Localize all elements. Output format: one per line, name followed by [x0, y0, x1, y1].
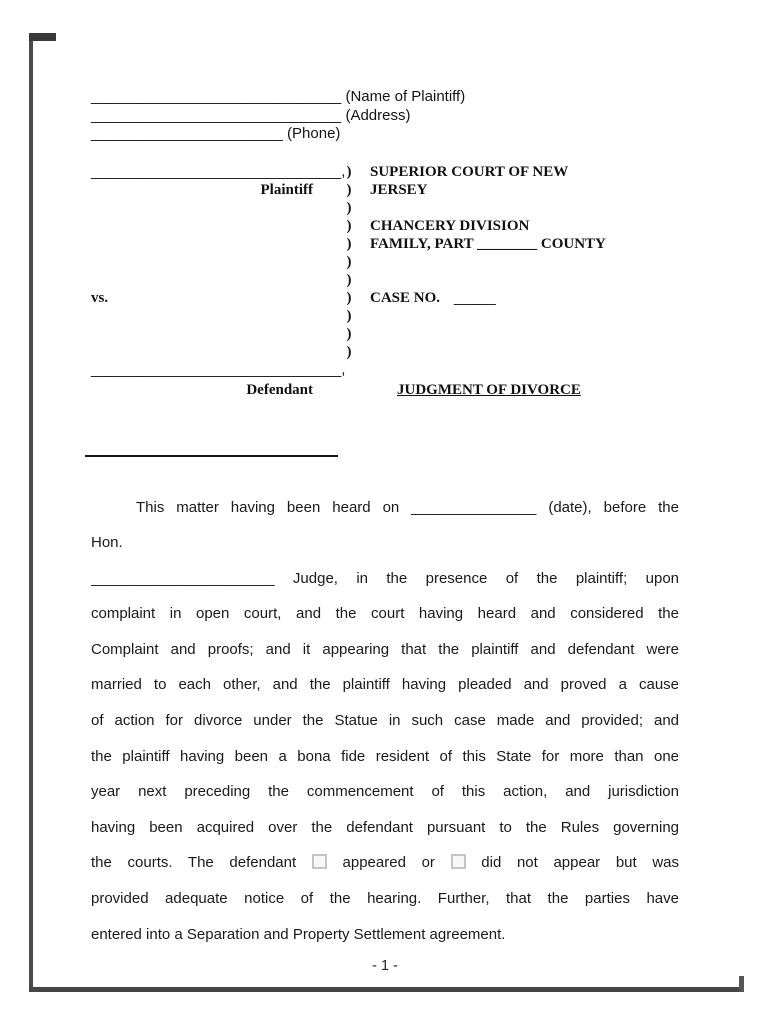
- caption-row: [91, 199, 679, 217]
- address-label: (Address): [345, 106, 411, 124]
- phone-blank: _______________________: [91, 125, 283, 142]
- body-line: provided adequate notice of the hearing. Further, that the parties have: [91, 890, 679, 908]
- body-line: Hon.: [91, 534, 123, 552]
- body-line: complaint in open court, and the court having heard and considered the: [91, 605, 679, 623]
- caption-row: [91, 253, 679, 271]
- page-edge-left: [29, 33, 33, 990]
- caption-paren: ): [346, 289, 352, 306]
- caption-row: [91, 343, 679, 361]
- body-paragraph: [91, 490, 679, 953]
- body-line: ______________________ Judge, in the presence of the plaintiff; upon: [91, 569, 679, 587]
- caption-paren: ): [346, 307, 352, 324]
- body-line-checkboxes: [91, 845, 679, 881]
- caption-row: [91, 271, 679, 289]
- case-no-blank: _____: [454, 288, 496, 306]
- caption-paren: ): [346, 253, 352, 270]
- caption-paren: ): [346, 217, 352, 234]
- body-line: having been acquired over the defendant pursuant to the Rules governing: [91, 818, 679, 836]
- checkbox-line-between: appeared or: [342, 854, 435, 872]
- caption-row: [91, 235, 679, 253]
- phone-label: (Phone): [287, 125, 341, 142]
- defendant-blank-row: [91, 361, 679, 379]
- defendant-label: Defendant: [246, 381, 313, 398]
- page-edge-top-tick: [29, 33, 56, 41]
- plaintiff-name-row: [91, 88, 770, 107]
- body-line: entered into a Separation and Property Settlement agreement.: [91, 925, 506, 943]
- page-edge-right-tick: [739, 976, 744, 992]
- court-caption: [91, 163, 679, 401]
- caption-row: [91, 325, 679, 343]
- caption-paren: ): [346, 325, 352, 342]
- did-not-appear-checkbox[interactable]: [451, 854, 466, 869]
- caption-paren: ): [346, 199, 352, 216]
- body-line: the plaintiff having been a bona fide resident of this State for more than one: [91, 747, 679, 765]
- body-line: This matter having been heard on _______________ (date), before the: [136, 498, 679, 516]
- page-number: - 1 -: [372, 958, 398, 974]
- court-name-line2: JERSEY: [370, 181, 428, 198]
- body-line: of action for divorce under the Statue in such case made and provided; and: [91, 712, 679, 730]
- caption-row: [91, 163, 679, 181]
- vs-label: vs.: [91, 289, 109, 306]
- caption-paren: ): [346, 271, 352, 288]
- caption-paren: ): [346, 181, 352, 198]
- checkbox-line-after: did not appear but was: [481, 854, 679, 872]
- header-fields: [91, 88, 770, 144]
- caption-row: [91, 181, 679, 199]
- division-label: CHANCERY DIVISION: [370, 217, 530, 234]
- appeared-checkbox[interactable]: [312, 854, 327, 869]
- court-name-line1: SUPERIOR COURT OF NEW: [370, 163, 569, 180]
- body-line: married to each other, and the plaintiff having pleaded and proved a cause: [91, 676, 679, 694]
- defendant-blank: ______________________________,: [91, 360, 346, 378]
- caption-paren: ): [346, 343, 352, 360]
- caption-row: [91, 307, 679, 325]
- judgment-title: JUDGMENT OF DIVORCE: [397, 381, 581, 398]
- body-line: Complaint and proofs; and it appearing that the plaintiff and defendant were: [91, 640, 679, 658]
- plaintiff-label: Plaintiff: [260, 181, 313, 198]
- case-no-label: CASE NO.: [370, 289, 441, 306]
- page-edge-bottom: [29, 987, 744, 992]
- caption-paren: ): [346, 235, 352, 252]
- caption-row: [91, 217, 679, 235]
- caption-row: [91, 289, 679, 307]
- plaintiff-name-label: (Name of Plaintiff): [345, 88, 466, 105]
- plaintiff-blank: ______________________________,: [91, 162, 346, 180]
- phone-row: [91, 125, 770, 144]
- address-blank: ______________________________: [91, 106, 342, 124]
- signature-rule: [85, 455, 338, 457]
- defendant-label-row: [91, 379, 679, 401]
- family-part-label: FAMILY, PART ________ COUNTY: [370, 235, 606, 252]
- checkbox-line-pre: the courts. The defendant: [91, 854, 297, 872]
- caption-paren: ): [346, 163, 352, 180]
- body-line: year next preceding the commencement of this action, and jurisdiction: [91, 783, 679, 801]
- plaintiff-name-blank: ______________________________: [91, 88, 342, 105]
- address-row: [91, 107, 770, 126]
